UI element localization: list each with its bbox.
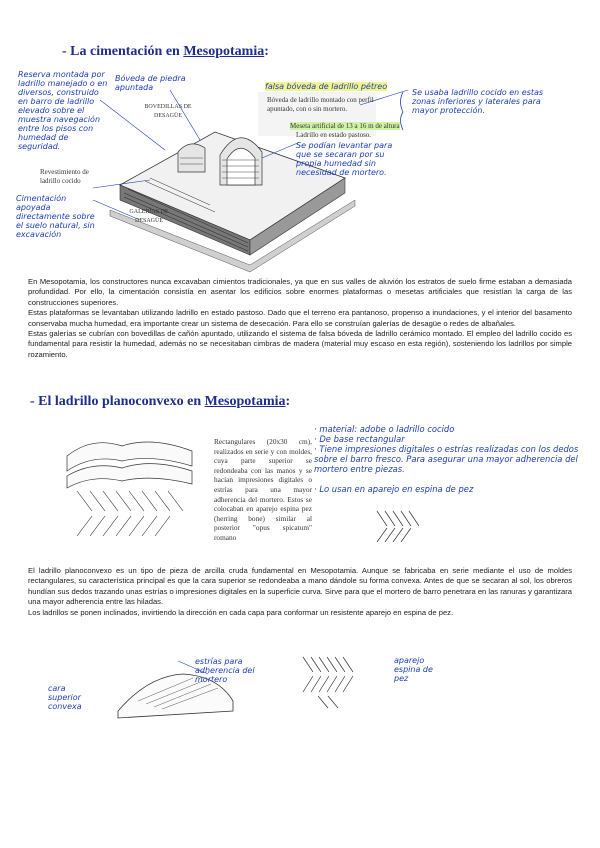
cimentacion-text bbox=[28, 277, 572, 360]
hand-note-item: · material: adobe o ladrillo cocido bbox=[314, 424, 455, 434]
hand-note-platform: Reserva montada por ladrillo manejado o en diversos, construido en barro de ladrillo elevado sobre el muestra navegación entre los pisos con humedad de seguridad. bbox=[18, 70, 108, 151]
hand-note-boveda: Bóveda de piedra apuntada bbox=[115, 74, 186, 92]
hand-note-cimentacion: Cimentación apoyada directamente sobre el suelo natural, sin excavación bbox=[16, 194, 95, 239]
herringbone-wall-sketch bbox=[62, 436, 202, 556]
label-meseta bbox=[290, 122, 410, 131]
title-link[interactable]: Mesopotamia bbox=[183, 44, 265, 59]
ladrillo-paragraph: Los ladrillos se ponen inclinados, invirtiendo la dirección en cada capa para conformar un resistente aparejo en espina de pez. bbox=[28, 607, 454, 617]
hand-note-item: · Lo usan en aparejo en espina de pez bbox=[314, 484, 474, 494]
ladrillo-text bbox=[28, 566, 572, 618]
cimentacion-diagram bbox=[0, 60, 600, 245]
ladrillo-hand-notes bbox=[314, 424, 584, 494]
cimentacion-paragraph: En Mesopotamia, los constructores nunca excavaban cimientos tradicionales, ya que en sus valles de aluvión los estratos de suelo firme estaban a demasiada profundidad. Por ello, la cimentación consistía en asentar los edificios sobre enormes plataformas o mesetas artificiales que resistían la carga de las construcciones superiores. bbox=[28, 277, 572, 307]
hand-note-humedad: Se podían levantar para que se secaran por su propia humedad sin necesidad de mortero. bbox=[296, 141, 393, 177]
herringbone-bottom-sketch bbox=[298, 652, 378, 712]
label-galerias: GALERÍAS DE DESAGÜE bbox=[129, 209, 169, 224]
title-prefix: - La cimentación en bbox=[62, 44, 184, 59]
hand-falsa-boveda bbox=[265, 82, 405, 91]
hand-label-espina: aparejo espina de pez bbox=[394, 656, 433, 683]
title-suffix: : bbox=[264, 44, 269, 59]
ladrillo-typed-description: Rectangulares (20x30 cm), realizados en serie y con moldes, cuya parte superior se redondeaba con las manos y se hacían impresiones digitales o estrías para una mayor adherencia del mortero. Estos se colocaban en aparejo espina pez (herring bone) similar al posterior "opus spicatum" romano bbox=[214, 437, 312, 542]
hand-note-item: · Tiene impresiones digitales o estrías realizadas con los dedos sobre el barro fresco. Para asegurar una mayor adherencia del mortero entre piezas. bbox=[314, 444, 579, 474]
cimentacion-paragraph: Estas galerías se cubrían con bovedillas de cañón apuntado, utilizando el sistema de falsa bóveda de ladrillo cerámico montado. El empleo del ladrillo cocido es fundamental para resistir la humedad, además no se necesitaban cimbras de madera (material muy escaso en esta región), sosteniendo los ladrillos por simple rozamiento. bbox=[28, 329, 572, 359]
title-link[interactable]: Mesopotamia bbox=[204, 394, 286, 409]
hand-label-cara-superior: cara superior convexa bbox=[48, 684, 82, 711]
hand-note-ladrillo-cocido: Se usaba ladrillo cocido en estas zonas inferiores y laterales para mayor protección. bbox=[412, 88, 544, 115]
title-prefix: - El ladrillo planoconvexo en bbox=[30, 394, 205, 409]
label-meseta-text: Meseta artificial de 13 a 16 m de altura bbox=[290, 122, 400, 130]
section-title-ladrillo bbox=[30, 394, 290, 410]
herringbone-small-sketch bbox=[372, 506, 442, 546]
cimentacion-paragraph: Estas plataformas se levantaban utilizando ladrillo en estado pastoso. Dado que el terreno era pantanoso, propenso a inundaciones, y el interior del basamento conservaba mucha humedad, era importante crear un sistema de desecación. Para ello se construían galerías de desagüe o redes de albañales. bbox=[28, 308, 572, 328]
title-suffix: : bbox=[285, 394, 291, 409]
hand-falsa-boveda-text: falsa bóveda de ladrillo pétreo bbox=[265, 82, 388, 91]
ladrillo-paragraph: El ladrillo planoconvexo es un tipo de pieza de arcilla cruda fundamental en Mesopotamia. Aunque se fabricaba en serie mediante el uso de moldes rectangulares, su característica principal es que la cara superior se redondeaba a mano dándole su forma convexa. Antes de que se secaran al sol, los obreros hundían sus dedos trazando unas estrías o impresiones digitales en la superficie curva. Sirve para que el mortero de barro penetrara en las ranuras y garantizara una mayor adherencia entre las hiladas. bbox=[28, 566, 572, 607]
label-boveda-ladrillo: Bóveda de ladrillo montado con perfil apuntado, con o sin mortero. bbox=[267, 96, 374, 113]
hand-note-item: · De base rectangular bbox=[314, 434, 405, 444]
hand-label-estrias: estrías para adherencia del mortero bbox=[195, 657, 255, 684]
label-bovedillas: BOVEDILLAS DE DESAGÜE bbox=[144, 104, 192, 119]
label-ladrillo-crudo: Ladrillo en estado pastoso. bbox=[296, 131, 372, 139]
label-revestimiento: Revestimiento de ladrillo cocido bbox=[40, 168, 89, 185]
section-title-cimentacion bbox=[62, 44, 269, 60]
